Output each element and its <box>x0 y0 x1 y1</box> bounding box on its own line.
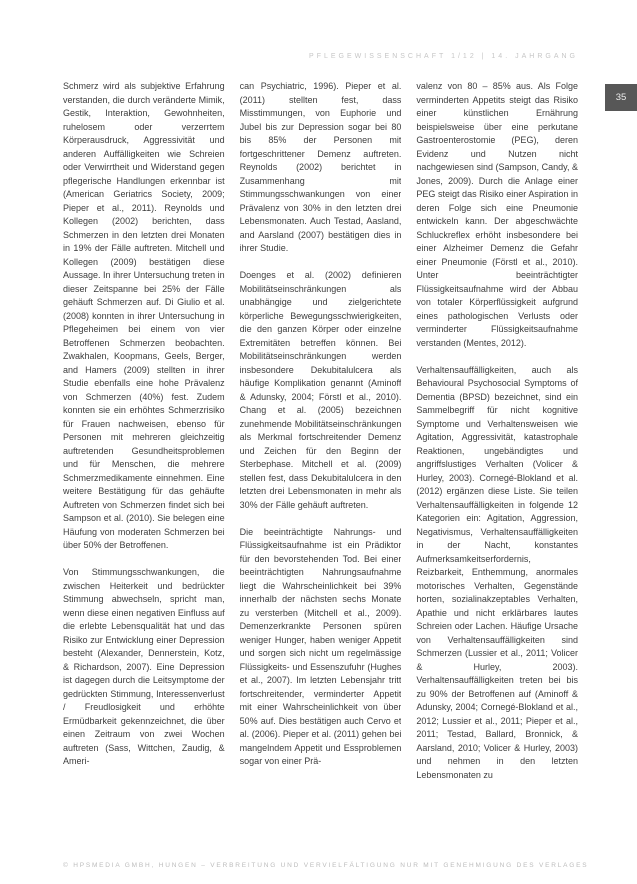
page-footer-imprint: © HPSMEDIA GMBH, HUNGEN – VERBREITUNG UND VERVIELFÄLTIGUNG NUR MIT GENEHMIGUNG DES VERLAGES <box>63 862 589 869</box>
journal-header-line: PFLEGEWISSENSCHAFT 1/12 | 14. JAHRGANG <box>309 53 578 60</box>
text-column-middle <box>240 80 402 858</box>
paragraph: can Psychiatric, 1996). Pieper et al. (2011) stellten fest, dass Misstimmungen, von Euphorie und Jubel bis zur Depression sogar bei 80 bis 85% der Personen mit fortgeschrittener Demenz auftreten. Reynolds (2002) berichtet in Zusammenhang mit Stimmungsschwankungen von einer Prävalenz von 30% in den letzten drei Lebensmonaten. Auch Testad, Aasland, and Aarsland (2007) bestätigen dies in ihrer Studie. <box>239 81 402 253</box>
article-body <box>63 80 578 858</box>
paragraph: Die beeinträchtigte Nahrungs- und Flüssigkeitsaufnahme ist ein Prädiktor für den bevorstehenden Tod. Bei einer beeinträchtigten Nahrungsaufnahme liegt die Wahrscheinlichkeit bei 39% innerhalb der nächsten sechs Monate zu versterben (Mitchell et al., 2009). Demenzerkrankte Personen spüren weniger Hunger, haben weniger Appetit und sorgen sich nicht um regelmässige Flüssigkeits- und Essenszufuhr (Hughes et al., 2007). Im letzten Lebensjahr tritt fortschreitender, verminderter Appetit mit einer Wahrscheinlichkeit von über 50% auf. Dies bestätigen auch Cervo et al. (2006). Pieper et al. (2011) gehen bei mangelndem Appetit und Essproblemen sogar von einer Prä- <box>239 526 402 766</box>
text-column-left <box>63 80 225 858</box>
text-column-right <box>416 80 578 858</box>
page-number-badge: 35 <box>605 84 637 111</box>
paragraph: Doenges et al. (2002) definieren Mobilitätseinschränkungen als unabhängige und zielgerichtete körperliche Bewegungsschwierigkeiten, die den ganzen Körper oder einzelne Extremitäten betreffen können. Bei Mobilitätseinschränkungen werden insbesondere Dekubitalulcera als häufige Komplikation genannt (Aminoff & Adunsky, 2004; Förstl et al., 2010). Chang et al. (2005) bezeichnen zunehmende Mobilitätseinschränkungen als Merkmal fortschreitender Demenz und Zeichen für den Beginn der Sterbephase. Mitchell et al. (2009) stellen fest, dass Dekubitalulcera in den letzten drei Lebensmonaten in mehr als 30% der Fälle gehäuft auftreten. <box>239 270 402 510</box>
paragraph: Schmerz wird als subjektive Erfahrung verstanden, die durch veränderte Mimik, Gestik, Interaktion, Gewohnheiten, ruhelosem oder verzerrtem Körperausdruck, Aggressivität und anderen Auffälligkeiten wie Schreien oder Verwirrtheit und Widerstand gegen pflegerische Handlungen erkennbar ist (American Geriatrics Society, 2009; Pieper et al., 2011). Reynolds und Kollegen (2002) berichten, dass Schmerzen in den letzten drei Monaten in 19% der Fälle auftreten. Mitchell und Kollegen (2009) bestätigen diese Aussage. In ihrer Untersuchung treten in dieser Zeitspanne bei 25% der Fälle gehäuft Schmerzen auf. Di Giulio et al. (2008) konnten in ihrer Untersuchung in Pflegeheimen bei einem von vier Betroffenen Schmerzen beobachten. Zwakhalen, Koopmans, Geels, Berger, and Hamers (2009) stellten in ihrer Studie ebenfalls eine hohe Prävalenz von Schmerzen (40%) fest. Zudem konnten sie ein erhöhtes Schmerzrisiko für Frauen nachweisen, ebenso für Personen mit mehreren gleichzeitig auftretenden Gesundheitsproblemen und für Menschen, die mehrere Schmerzmedikamente einnehmen. Eine weitere Bestätigung für das gehäufte Auftreten von Schmerzen findet sich bei Sampson et al. (2010). Sie belegen eine Häufung von moderaten Schmerzen bei über 50% der Betroffenen. <box>63 81 225 550</box>
paragraph: Von Stimmungsschwankungen, die zwischen Heiterkeit und bedrückter Stimmung abwechseln, spricht man, wenn diese einen negativen Einfluss auf die erlebte Lebensqualität hat und das Risiko zur Entwicklung einer Depression besteht (Alexander, Dennerstein, Kotz, & Richardson, 2007). Eine Depression ist dagegen durch die Leitsymptome der gedrückten Stimmung, Interessenverlust / Freudlosigkeit und erhöhte Ermüdbarkeit gekennzeichnet, die über einen Zeitraum von zwei Wochen auftreten (Sass, Wittchen, Zaudig, & Ameri- <box>63 567 225 766</box>
paragraph: valenz von 80 – 85% aus. Als Folge verminderten Appetits steigt das Risiko einer künstlichen Ernährung beispielsweise über eine perkutane Gastroenterostomie (PEG), deren Evidenz und Nutzen nicht nachgewiesen sind (Sampson, Candy, & Jones, 2009). Durch die Anlage einer PEG steigt das Risiko einer Aspiration in deren Folge sich eine Pneumonie entwickeln kann. Der abgeschwächte Schluckreflex erhöht insbesondere bei einer Alzheimer Demenz die Gefahr einer Pneumonie (Förstl et al., 2010). Unter beeinträchtigter Flüssigkeitsaufnahme wird der Abbau von totaler Körperflüssigkeit aufgrund eines pathologischen Verlusts oder verminderter Flüssigkeitsaufnahme verstanden (Mentes, 2012). <box>416 81 579 348</box>
paragraph: Verhaltensauffälligkeiten, auch als Behavioural Psychosocial Symptoms of Dementia (BPSD) bezeichnet, sind ein Sammelbegriff für nicht kognitive Symptome und Verhaltensweisen wie Agitation, Aggressivität, katastrophale Reaktionen, ungebändigtes und angriffslustiges Verhalten (Volicer & Hurley, 2003). Cornegé-Blokland et al. (2012) ergänzen diese Liste. Sie teilen Verhaltensauffälligkeiten in folgende 12 Kategorien ein: Agitation, Aggression, Negativismus, Verhaltensauffälligkeiten in der Nacht, konstantes Aufmerksamkeitserfordernis, Reizbarkeit, Enthemmung, anormales motorisches Verhalten, Gegenstände horten, sozialinakzeptables Verhalten, Apathie und nicht erklärbares lautes Schreien oder Lachen. Häufige Ursache von Verhaltensauffälligkeiten sind Schmerzen (Lussier et al., 2011; Volicer & Hurley, 2003). Verhaltensauffälligkeiten treten bei bis zu 90% der Betroffenen auf (Aminoff & Adunsky, 2004; Cornegé-Blokland et al., 2012; Lussier et al., 2011; Pieper et al., 2011; Testad, Ballard, Bronnick, & Aarsland, 2010; Volicer & Hurley, 2003) und nehmen in den letzten Lebensmonaten zu <box>416 364 579 780</box>
